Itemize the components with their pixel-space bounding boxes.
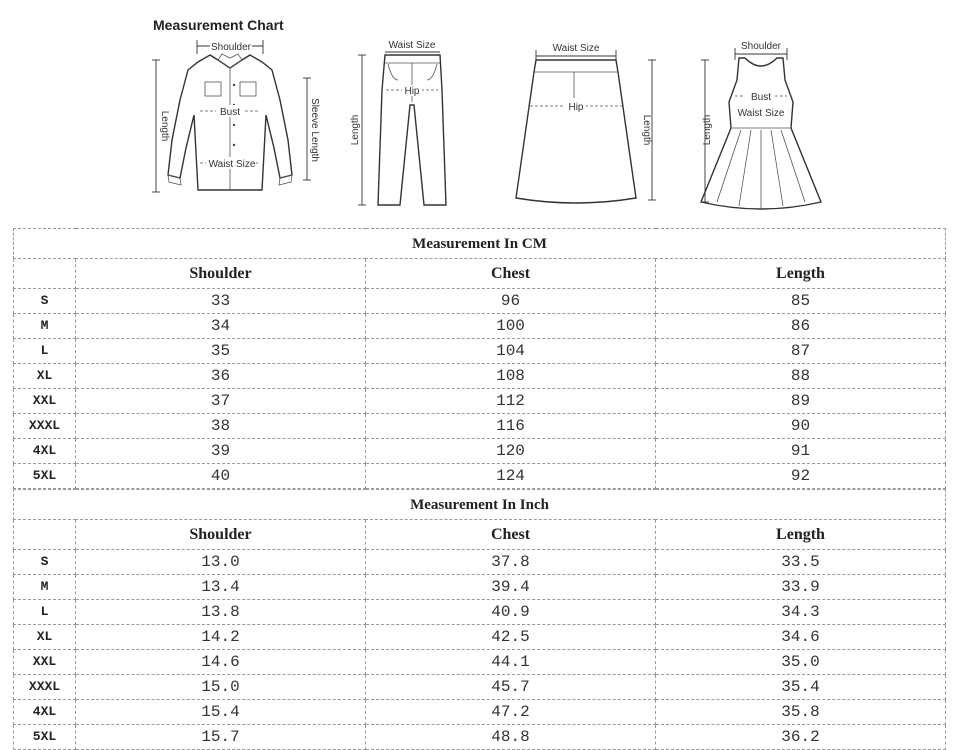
chest-value: 96 [366, 289, 656, 314]
size-label: XL [14, 364, 76, 389]
shirt-shoulder-label: Shoulder [210, 42, 252, 53]
shirt-length-label: Length [159, 110, 170, 142]
length-value: 86 [656, 314, 946, 339]
length-value: 92 [656, 464, 946, 489]
chest-value: 120 [366, 439, 656, 464]
chest-value: 47.2 [366, 700, 656, 725]
table-row [14, 700, 946, 725]
measurement-table-cm [13, 228, 946, 489]
shoulder-value: 14.2 [76, 625, 366, 650]
size-label: XXXL [14, 414, 76, 439]
size-label: M [14, 575, 76, 600]
dress-shoulder-label: Shoulder [740, 41, 782, 52]
shirt-waist-label: Waist Size [208, 159, 256, 170]
chest-value: 48.8 [366, 725, 656, 750]
dress-diagram [695, 30, 825, 210]
length-value: 36.2 [656, 725, 946, 750]
table-row [14, 550, 946, 575]
table-caption-row [14, 229, 946, 259]
size-label: XXL [14, 389, 76, 414]
shoulder-value: 34 [76, 314, 366, 339]
dress-length-label: Length [702, 114, 713, 146]
chest-value: 37.8 [366, 550, 656, 575]
table-row [14, 389, 946, 414]
length-value: 87 [656, 339, 946, 364]
size-label: S [14, 550, 76, 575]
column-header-length: Length [656, 520, 946, 550]
shirt-diagram [150, 30, 325, 210]
table-row [14, 600, 946, 625]
shirt-illustration [150, 30, 325, 210]
chest-value: 108 [366, 364, 656, 389]
shoulder-value: 14.6 [76, 650, 366, 675]
shoulder-value: 15.4 [76, 700, 366, 725]
length-value: 85 [656, 289, 946, 314]
shoulder-value: 15.0 [76, 675, 366, 700]
skirt-hip-label: Hip [568, 102, 584, 113]
measurement-diagrams [0, 0, 957, 222]
header-blank-cell [14, 259, 76, 289]
chest-value: 112 [366, 389, 656, 414]
length-value: 90 [656, 414, 946, 439]
size-label: L [14, 339, 76, 364]
pants-diagram [350, 30, 460, 210]
dress-waist-label: Waist Size [737, 108, 785, 119]
size-label: 5XL [14, 725, 76, 750]
shoulder-value: 36 [76, 364, 366, 389]
table-title: Measurement In Inch [14, 490, 946, 520]
column-header-length: Length [656, 259, 946, 289]
chest-value: 42.5 [366, 625, 656, 650]
table-row [14, 675, 946, 700]
table-row [14, 289, 946, 314]
length-value: 33.9 [656, 575, 946, 600]
shoulder-value: 13.8 [76, 600, 366, 625]
column-header-chest: Chest [366, 259, 656, 289]
length-value: 89 [656, 389, 946, 414]
shoulder-value: 15.7 [76, 725, 366, 750]
shoulder-value: 13.0 [76, 550, 366, 575]
table-header-row [14, 520, 946, 550]
length-value: 34.6 [656, 625, 946, 650]
length-value: 35.8 [656, 700, 946, 725]
length-value: 88 [656, 364, 946, 389]
size-label: 5XL [14, 464, 76, 489]
shoulder-value: 38 [76, 414, 366, 439]
chest-value: 124 [366, 464, 656, 489]
pants-waist-label: Waist Size [388, 40, 436, 51]
table-row [14, 625, 946, 650]
length-value: 91 [656, 439, 946, 464]
table-row [14, 464, 946, 489]
chest-value: 44.1 [366, 650, 656, 675]
length-value: 33.5 [656, 550, 946, 575]
table-title: Measurement In CM [14, 229, 946, 259]
shoulder-value: 13.4 [76, 575, 366, 600]
chest-value: 100 [366, 314, 656, 339]
dress-bust-label: Bust [750, 92, 772, 103]
chart-title: Measurement Chart [153, 17, 284, 33]
size-label: XXL [14, 650, 76, 675]
table-caption-row [14, 490, 946, 520]
table-row [14, 314, 946, 339]
pants-length-label: Length [350, 114, 361, 146]
skirt-diagram [520, 30, 660, 210]
table-row [14, 650, 946, 675]
size-label: XL [14, 625, 76, 650]
header-blank-cell [14, 520, 76, 550]
column-header-shoulder: Shoulder [76, 259, 366, 289]
pants-hip-label: Hip [404, 86, 420, 97]
table-row [14, 575, 946, 600]
pants-illustration [350, 30, 460, 210]
chest-value: 40.9 [366, 600, 656, 625]
size-label: M [14, 314, 76, 339]
column-header-shoulder: Shoulder [76, 520, 366, 550]
skirt-waist-label: Waist Size [552, 43, 600, 54]
size-label: L [14, 600, 76, 625]
measurement-table-inch [13, 489, 946, 750]
shoulder-value: 37 [76, 389, 366, 414]
table-header-row [14, 259, 946, 289]
table-row [14, 725, 946, 750]
column-header-chest: Chest [366, 520, 656, 550]
length-value: 34.3 [656, 600, 946, 625]
chest-value: 45.7 [366, 675, 656, 700]
length-value: 35.4 [656, 675, 946, 700]
chest-value: 104 [366, 339, 656, 364]
size-label: S [14, 289, 76, 314]
shoulder-value: 33 [76, 289, 366, 314]
table-row [14, 414, 946, 439]
shirt-sleeve-label: Sleeve Length [309, 98, 320, 162]
length-value: 35.0 [656, 650, 946, 675]
dress-illustration [695, 30, 825, 210]
table-row [14, 364, 946, 389]
skirt-illustration [520, 30, 660, 210]
shoulder-value: 40 [76, 464, 366, 489]
table-row [14, 439, 946, 464]
size-label: XXXL [14, 675, 76, 700]
chest-value: 39.4 [366, 575, 656, 600]
shoulder-value: 35 [76, 339, 366, 364]
shoulder-value: 39 [76, 439, 366, 464]
size-label: 4XL [14, 439, 76, 464]
table-row [14, 339, 946, 364]
skirt-length-label: Length [641, 114, 652, 146]
chest-value: 116 [366, 414, 656, 439]
size-label: 4XL [14, 700, 76, 725]
shirt-bust-label: Bust [219, 107, 241, 118]
